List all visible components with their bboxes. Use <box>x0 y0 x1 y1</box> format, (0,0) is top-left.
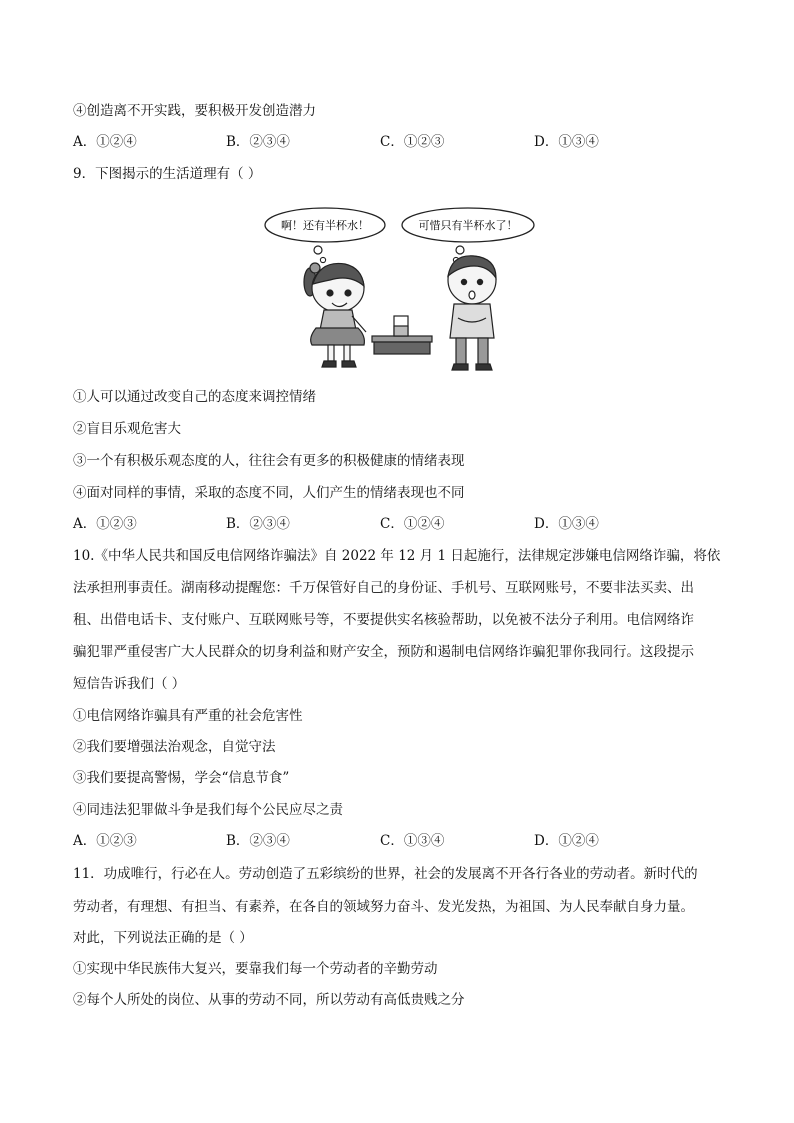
q8-option-c: C．①②③ <box>380 134 445 150</box>
q11-stem-line-1: 11．功成唯行，行必在人。劳动创造了五彩缤纷的世界，社会的发展离不开各行各业的劳动者。新时代的 <box>73 866 698 882</box>
right-thought-bubble <box>402 208 534 263</box>
q9-item-3: ③一个有积极乐观态度的人，往往会有更多的积极健康的情绪表现 <box>73 453 465 469</box>
right-bubble-text: 可惜只有半杯水了！ <box>418 219 518 232</box>
q9-option-a: A．①②③ <box>73 516 137 532</box>
q9-option-d: D．①③④ <box>534 516 599 532</box>
q9-item-1: ①人可以通过改变自己的态度来调控情绪 <box>73 389 316 405</box>
q11-stem-line-3: 对此，下列说法正确的是（ ） <box>73 930 253 946</box>
q11-item-2: ②每个人所处的岗位、从事的劳动不同，所以劳动有高低贵贱之分 <box>73 992 465 1008</box>
q9-item-4: ④面对同样的事情，采取的态度不同，人们产生的情绪表现也不同 <box>73 485 465 501</box>
half-glass-cartoon-illustration <box>260 200 540 375</box>
q8-option-b: B．②③④ <box>226 134 290 150</box>
q10-stem-line-3: 租、出借电话卡、支付账户、互联网账号等，不要提供实名核验帮助，以免被不法分子利用。电信网络诈 <box>73 612 694 628</box>
table-with-glass <box>372 316 432 354</box>
q10-item-2: ②我们要增强法治观念，自觉守法 <box>73 739 276 755</box>
q8-option-d: D．①③④ <box>534 134 599 150</box>
q9-option-b: B．②③④ <box>226 516 290 532</box>
q11-stem-line-2: 劳动者，有理想、有担当、有素养，在各自的领域努力奋斗、发光发热，为祖国、为人民奉献自身力量。 <box>73 899 694 915</box>
q10-stem-line-5: 短信告诉我们（ ） <box>73 676 186 692</box>
q10-option-c: C．①③④ <box>380 833 445 849</box>
q10-item-4: ④同违法犯罪做斗争是我们每个公民应尽之责 <box>73 802 343 818</box>
left-thought-bubble <box>265 208 385 263</box>
q10-stem-line-2: 法承担刑事责任。湖南移动提醒您：千万保管好自己的身份证、手机号、互联网账号，不要非法买卖、出 <box>73 580 694 596</box>
smiling-girl-illustration <box>304 263 366 367</box>
q10-stem-line-4: 骗犯罪严重侵害广大人民群众的切身利益和财产安全，预防和遏制电信网络诈骗犯罪你我同行。这段提示 <box>73 644 694 660</box>
left-bubble-text: 啊！还有半杯水！ <box>281 219 369 232</box>
q11-item-1: ①实现中华民族伟大复兴，要靠我们每一个劳动者的辛勤劳动 <box>73 961 438 977</box>
q9-option-c: C．①②④ <box>380 516 445 532</box>
worried-boy-illustration <box>448 256 496 370</box>
q10-item-1: ①电信网络诈骗具有严重的社会危害性 <box>73 708 303 724</box>
q10-stem-line-1: 10.《中华人民共和国反电信网络诈骗法》自 2022 年 12 月 1 日起施行，法律规定涉嫌电信网络诈骗，将依 <box>73 548 721 564</box>
q10-option-b: B．②③④ <box>226 833 290 849</box>
q8-option-a: A．①②④ <box>73 134 137 150</box>
q9-item-2: ②盲目乐观危害大 <box>73 421 181 437</box>
q10-option-a: A．①②③ <box>73 833 137 849</box>
q10-item-3: ③我们要提高警惕，学会“信息节食” <box>73 770 290 786</box>
q9-stem: 9．下图揭示的生活道理有（ ） <box>73 166 262 182</box>
q8-item-4: ④创造离不开实践，要积极开发创造潜力 <box>73 103 316 119</box>
q9-cartoon-figure <box>260 200 540 375</box>
q10-option-d: D．①②④ <box>534 833 599 849</box>
